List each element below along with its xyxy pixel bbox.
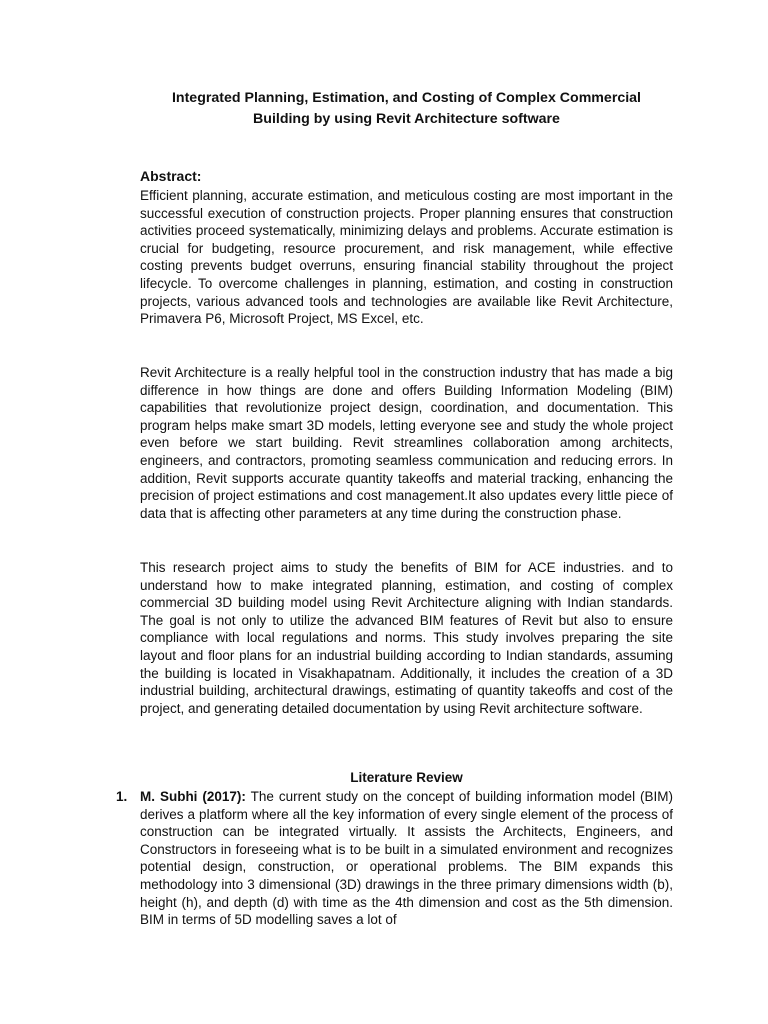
paper-title-line-2: Building by using Revit Architecture software bbox=[253, 111, 560, 127]
abstract-heading: Abstract: bbox=[140, 168, 202, 184]
list-item-text: The current study on the concept of building information model (BIM) derives a platform where all the key information of every single element of the process of construction can be integrated virtually. It assists the Architects, Engineers, and Constructors in foreseeing what is to be built in a simulated environment and recognizes potential design, construction, or operational problems. The BIM expands this methodology into 3 dimensional (3D) drawings in the three primary dimensions width (b), height (h), and depth (d) with time as the 4th dimension and cost as the 5th dimension. BIM in terms of 5D modelling saves a lot of bbox=[140, 789, 673, 928]
list-item bbox=[140, 788, 673, 929]
abstract-paragraph-2: Revit Architecture is a really helpful tool in the construction industry that has made a big difference in how things are done and offers Building Information Modeling (BIM) capabilities that revolutionize project design, coordination, and documentation. This program helps make smart 3D models, letting everyone see and study the whole project even before we start building. Revit streamlines collaboration among architects, engineers, and contractors, promoting seamless communication and reducing errors. In addition, Revit supports accurate quantity takeoffs and material tracking, enhancing the precision of project estimations and cost management.It also updates every little piece of data that is affecting other parameters at any time during the construction phase. bbox=[140, 365, 673, 521]
paper-title bbox=[140, 88, 673, 130]
literature-review-heading: Literature Review bbox=[350, 770, 463, 785]
list-item-number: 1. bbox=[116, 789, 128, 804]
abstract-paragraph-1: Efficient planning, accurate estimation, and meticulous costing are most important in the successful execution of construction projects. Proper planning ensures that construction activities proceed systematically, minimizing delays and problems. Accurate estimation is crucial for budgeting, resource procurement, and risk management, while effective costing prevents budget overruns, ensuring financial stability throughout the project lifecycle. To overcome challenges in planning, estimation, and costing in construction projects, various advanced tools and technologies are available like Revit Architecture, Primavera P6, Microsoft Project, MS Excel, etc. bbox=[140, 188, 673, 327]
list-item-author: M. Subhi (2017): bbox=[140, 789, 246, 804]
paper-title-line-1: Integrated Planning, Estimation, and Costing of Complex Commercial bbox=[171, 90, 642, 106]
abstract-paragraph-3: This research project aims to study the benefits of BIM for ACE industries. and to understand how to make integrated planning, estimation, and costing of complex commercial 3D building model using Revit Architecture aligning with Indian standards. The goal is not only to utilize the advanced BIM features of Revit but also to ensure compliance with local regulations and norms. This study involves preparing the site layout and floor plans for an industrial building according to Indian standards, assuming the building is located in Visakhapatnam. Additionally, it includes the creation of a 3D industrial building, architectural drawings, estimating of quantity takeoffs and cost of the project, and generating detailed documentation by using Revit architecture software. bbox=[140, 560, 673, 716]
